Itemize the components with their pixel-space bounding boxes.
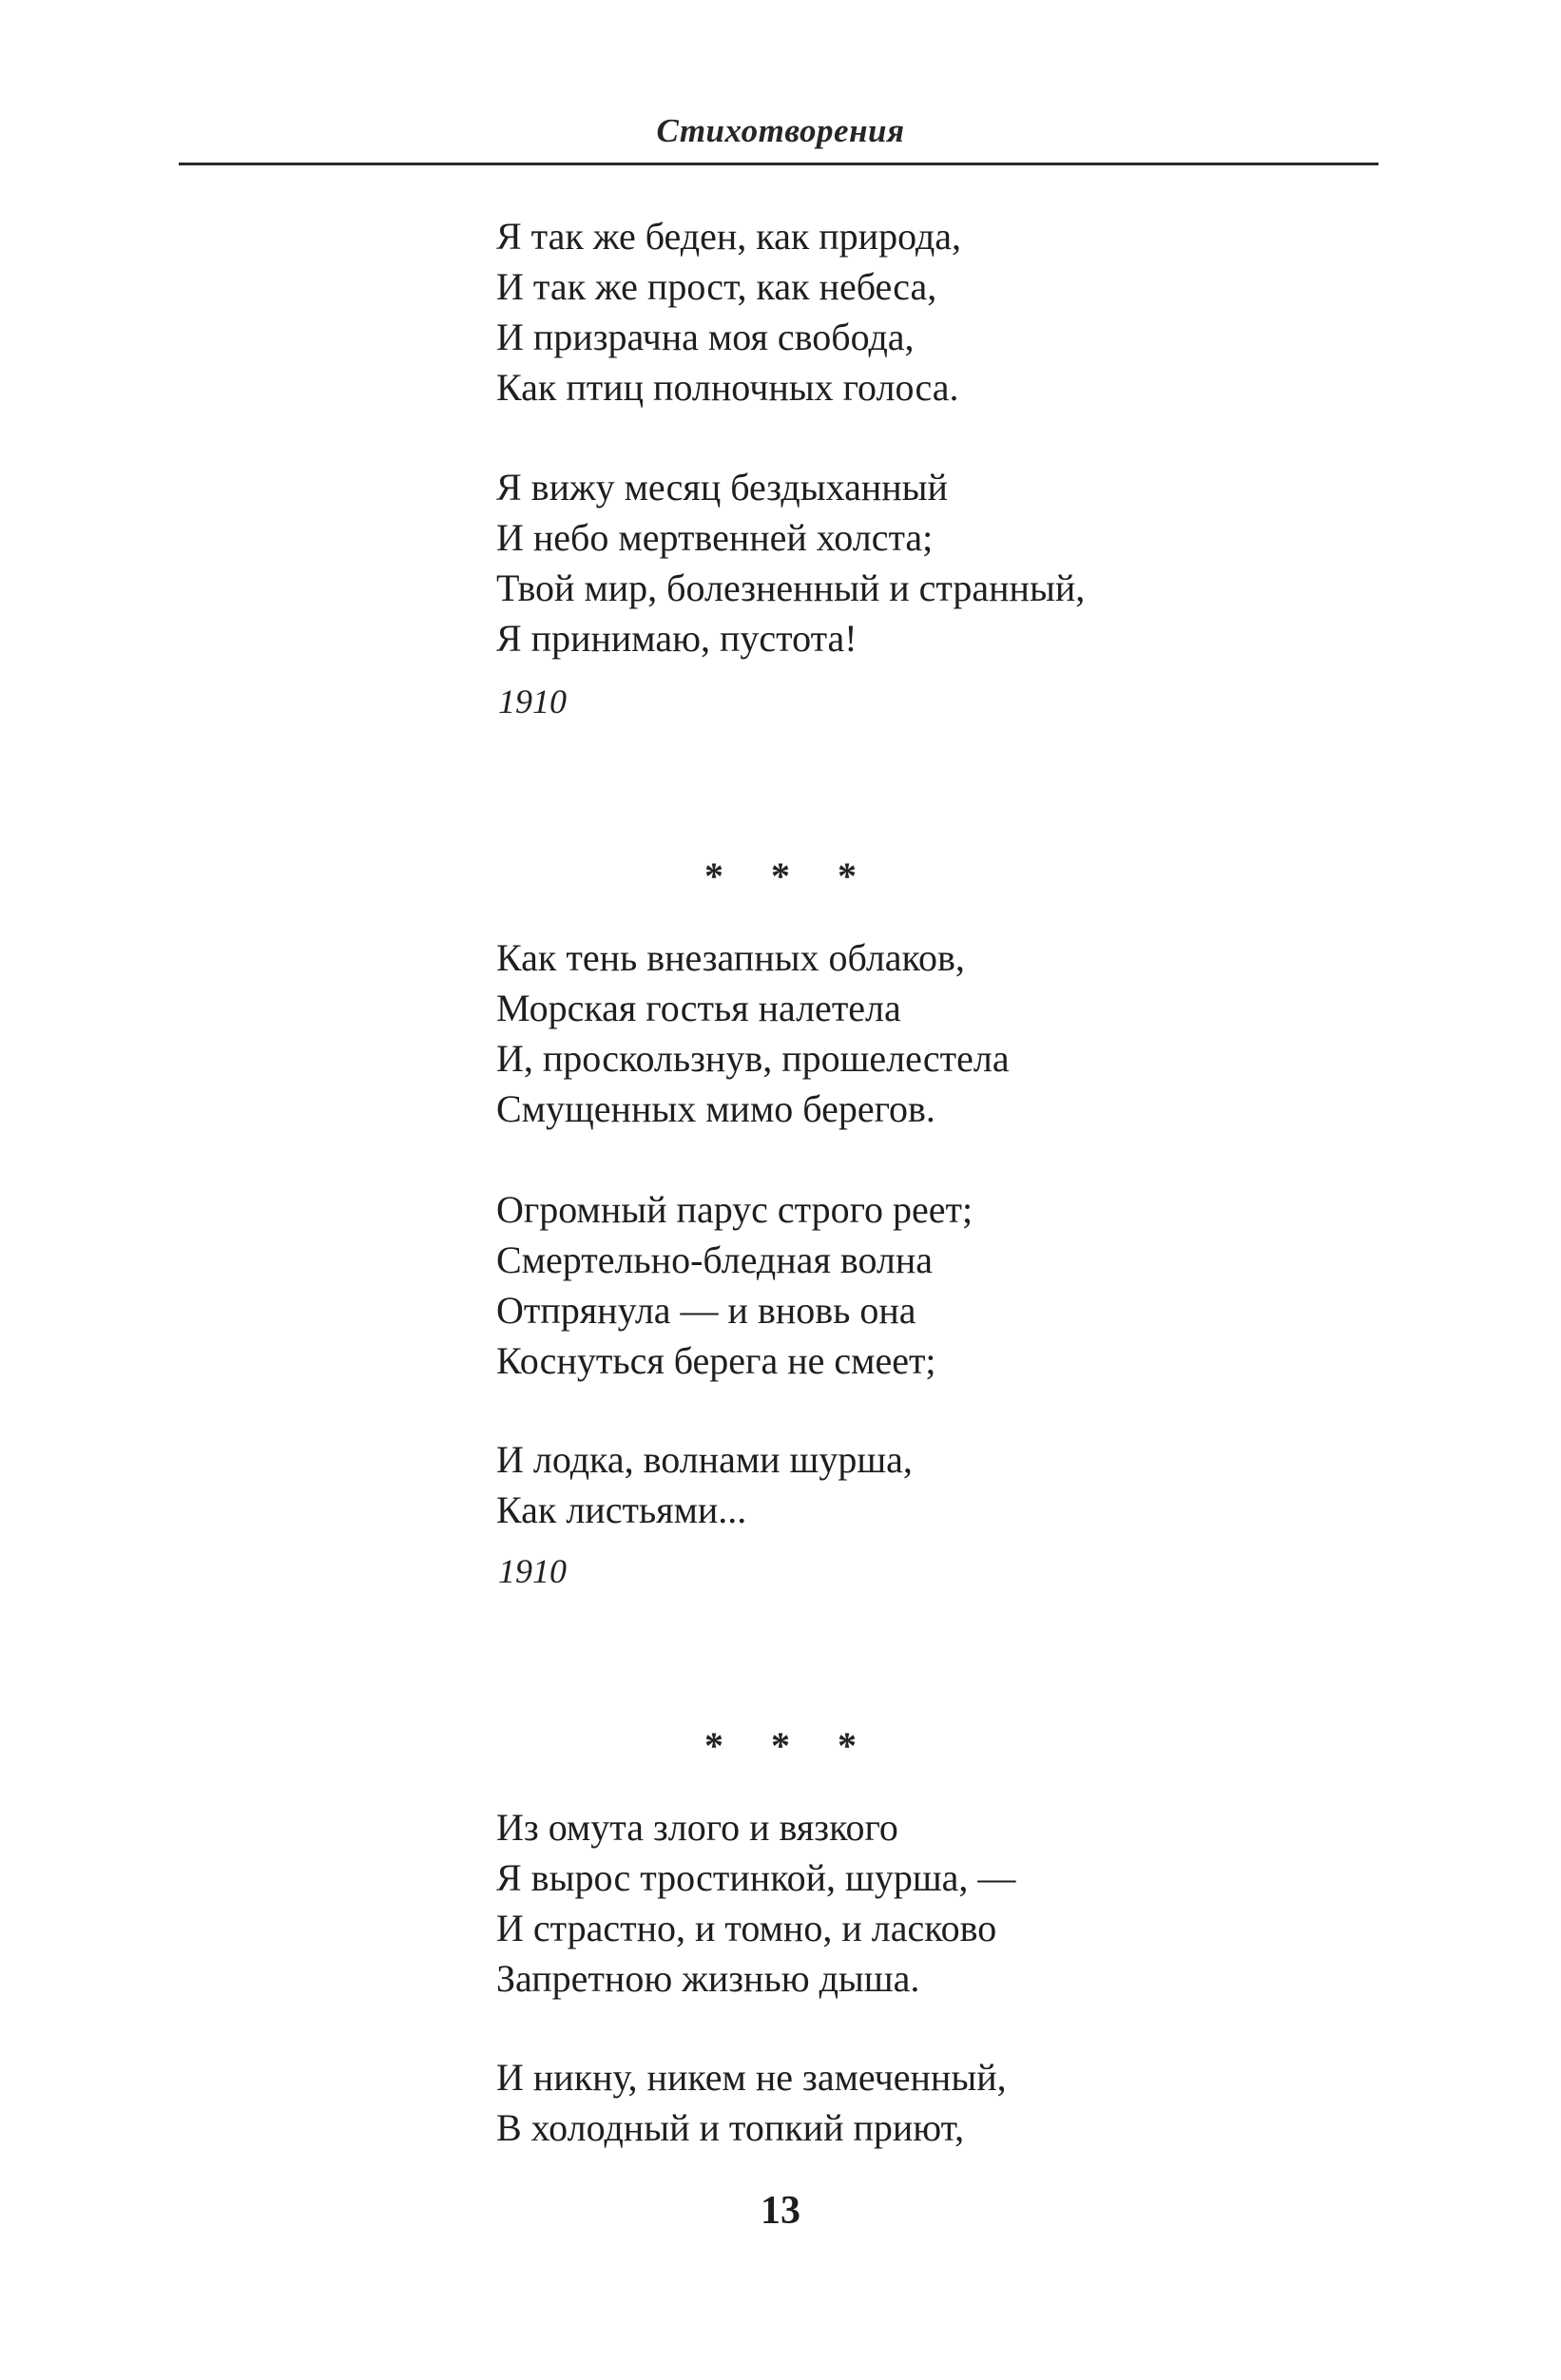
- poem-line: И никну, никем не замеченный,: [496, 2056, 1007, 2099]
- poem-line: И призрачна моя свобода,: [496, 316, 915, 358]
- asterism-separator: * * *: [704, 1724, 876, 1767]
- poem-line: Я вижу месяц бездыханный: [496, 466, 948, 509]
- poem-line: Твой мир, болезненный и странный,: [496, 566, 1086, 609]
- poem-line: Из омута злого и вязкого: [496, 1806, 898, 1849]
- poem-line: В холодный и топкий приют,: [496, 2106, 965, 2149]
- poem-line: Как тень внезапных облаков,: [496, 936, 965, 979]
- poem-line: Я так же беден, как природа,: [496, 215, 962, 258]
- asterism-separator: * * *: [704, 854, 876, 897]
- poem-date: 1910: [498, 1552, 567, 1590]
- poem-line: Я вырос тростинкой, шурша, —: [496, 1856, 1016, 1899]
- poem-date: 1910: [498, 682, 567, 720]
- poem-line: И так же прост, как небеса,: [496, 265, 937, 308]
- poem-line: И лодка, волнами шурша,: [496, 1438, 913, 1481]
- poem-line: Коснуться берега не смеет;: [496, 1339, 936, 1382]
- poem-line: Морская гостья налетела: [496, 987, 901, 1029]
- poem-line: Я принимаю, пустота!: [496, 617, 858, 660]
- running-header: Стихотворения: [656, 112, 905, 149]
- page-number: 13: [761, 2189, 800, 2233]
- poem-line: И, проскользнув, прошелестела: [496, 1037, 1010, 1080]
- poem-line: Огромный парус строго реет;: [496, 1188, 973, 1231]
- poem-line: Запретною жизнью дыша.: [496, 1957, 920, 2000]
- header-rule: [179, 163, 1378, 165]
- poem-line: Как птиц полночных голоса.: [496, 366, 959, 409]
- poem-line: Как листьями...: [496, 1488, 747, 1531]
- poem-line: И страстно, и томно, и ласково: [496, 1907, 997, 1949]
- poem-line: Отпрянула — и вновь она: [496, 1289, 916, 1332]
- poem-line: И небо мертвенней холста;: [496, 516, 934, 559]
- poem-line: Смертельно-бледная волна: [496, 1238, 934, 1281]
- poem-line: Смущенных мимо берегов.: [496, 1087, 935, 1130]
